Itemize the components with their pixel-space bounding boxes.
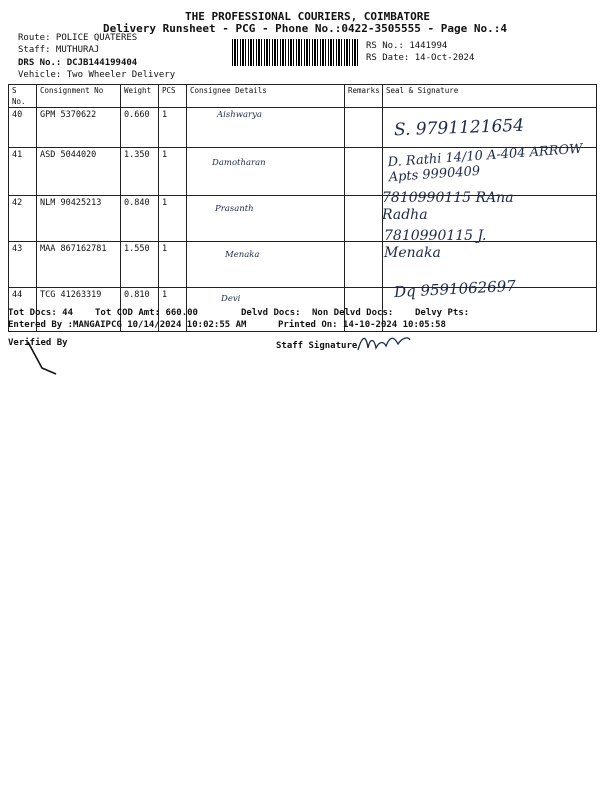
cell-pcs: 1 [159,288,187,332]
cell-weight: 1.550 [121,242,159,288]
cell-consignee: Devi [187,288,345,332]
cell-weight: 1.350 [121,148,159,196]
seal-signature-43: 7810990115 J. Menaka [384,228,487,261]
cell-pcs: 1 [159,148,187,196]
cell-consignment: NLM 90425213 [37,196,121,242]
cell-remarks [345,196,383,242]
cell-consignee: Aishwarya [187,108,345,148]
cell-pcs: 1 [159,108,187,148]
col-pcs: PCS [159,85,187,108]
cell-weight: 0.840 [121,196,159,242]
cell-pcs: 1 [159,196,187,242]
seal-signature-41: D. Rathi 14/10 A-404 ARROW Apts 9990409 [387,141,584,186]
col-consignee: Consignee Details [187,85,345,108]
col-remarks: Remarks [345,85,383,108]
cell-weight: 0.660 [121,108,159,148]
runsheet-subtitle: Delivery Runsheet - PCG - Phone No.:0422-3505555 - Page No.:4 [103,22,507,35]
cell-consignment: MAA 867162781 [37,242,121,288]
cell-consignee: Damotharan [187,148,345,196]
seal-signature-42: 7810990115 RAna Radha [382,190,514,223]
col-seal: Seal & Signature [383,85,597,108]
total-docs: Tot Docs: 44 [8,308,74,318]
cell-consignee: Prasanth [187,196,345,242]
cell-sno: 40 [9,108,37,148]
col-weight: Weight [121,85,159,108]
cell-consignment: GPM 5370622 [37,108,121,148]
cell-weight: 0.810 [121,288,159,332]
cell-pcs: 1 [159,242,187,288]
cell-sno: 41 [9,148,37,196]
col-consignment: Consignment No [37,85,121,108]
drs-number: DRS No.: DCJB144199404 [18,58,138,68]
vehicle-label: Vehicle: Two Wheeler Delivery [18,70,176,80]
cell-consignment: ASD 5044020 [37,148,121,196]
cell-consignee: Menaka [187,242,345,288]
cell-remarks [345,148,383,196]
non-delivered-docs: Non Delvd Docs: [312,308,394,318]
staff-signature-label: Staff Signature [276,341,358,351]
cell-remarks [345,242,383,288]
staff-label: Staff: MUTHURAJ [18,45,100,55]
cell-remarks [345,108,383,148]
barcode [232,39,360,66]
cell-sno: 42 [9,196,37,242]
seal-signature-44: Dq 9591062697 [393,276,517,302]
delivery-points: Delvy Pts: [415,308,470,318]
delivered-docs: Delvd Docs: [241,308,301,318]
table-header-row [9,85,597,108]
verified-by-label: Verified By [8,338,68,348]
cell-sno: 44 [9,288,37,332]
col-sno: S No. [9,85,37,108]
company-title: THE PROFESSIONAL COURIERS, COIMBATORE [185,10,431,23]
total-cod-amount: Tot COD Amt: 660.00 [95,308,198,318]
staff-signature-scribble [354,330,414,356]
cell-sno: 43 [9,242,37,288]
rs-number: RS No.: 1441994 [366,41,448,51]
verified-by-pen-mark [20,338,60,378]
printed-on: Printed On: 14-10-2024 10:05:58 [278,320,446,330]
entered-by: Entered By :MANGAIPCG 10/14/2024 10:02:55 AM [8,320,247,330]
rs-date: RS Date: 14-Oct-2024 [366,53,475,63]
seal-signature-40: S. 9791121654 [393,115,525,141]
route-label: Route: POLICE QUATERES [18,33,138,43]
cell-consignment: TCG 41263319 [37,288,121,332]
